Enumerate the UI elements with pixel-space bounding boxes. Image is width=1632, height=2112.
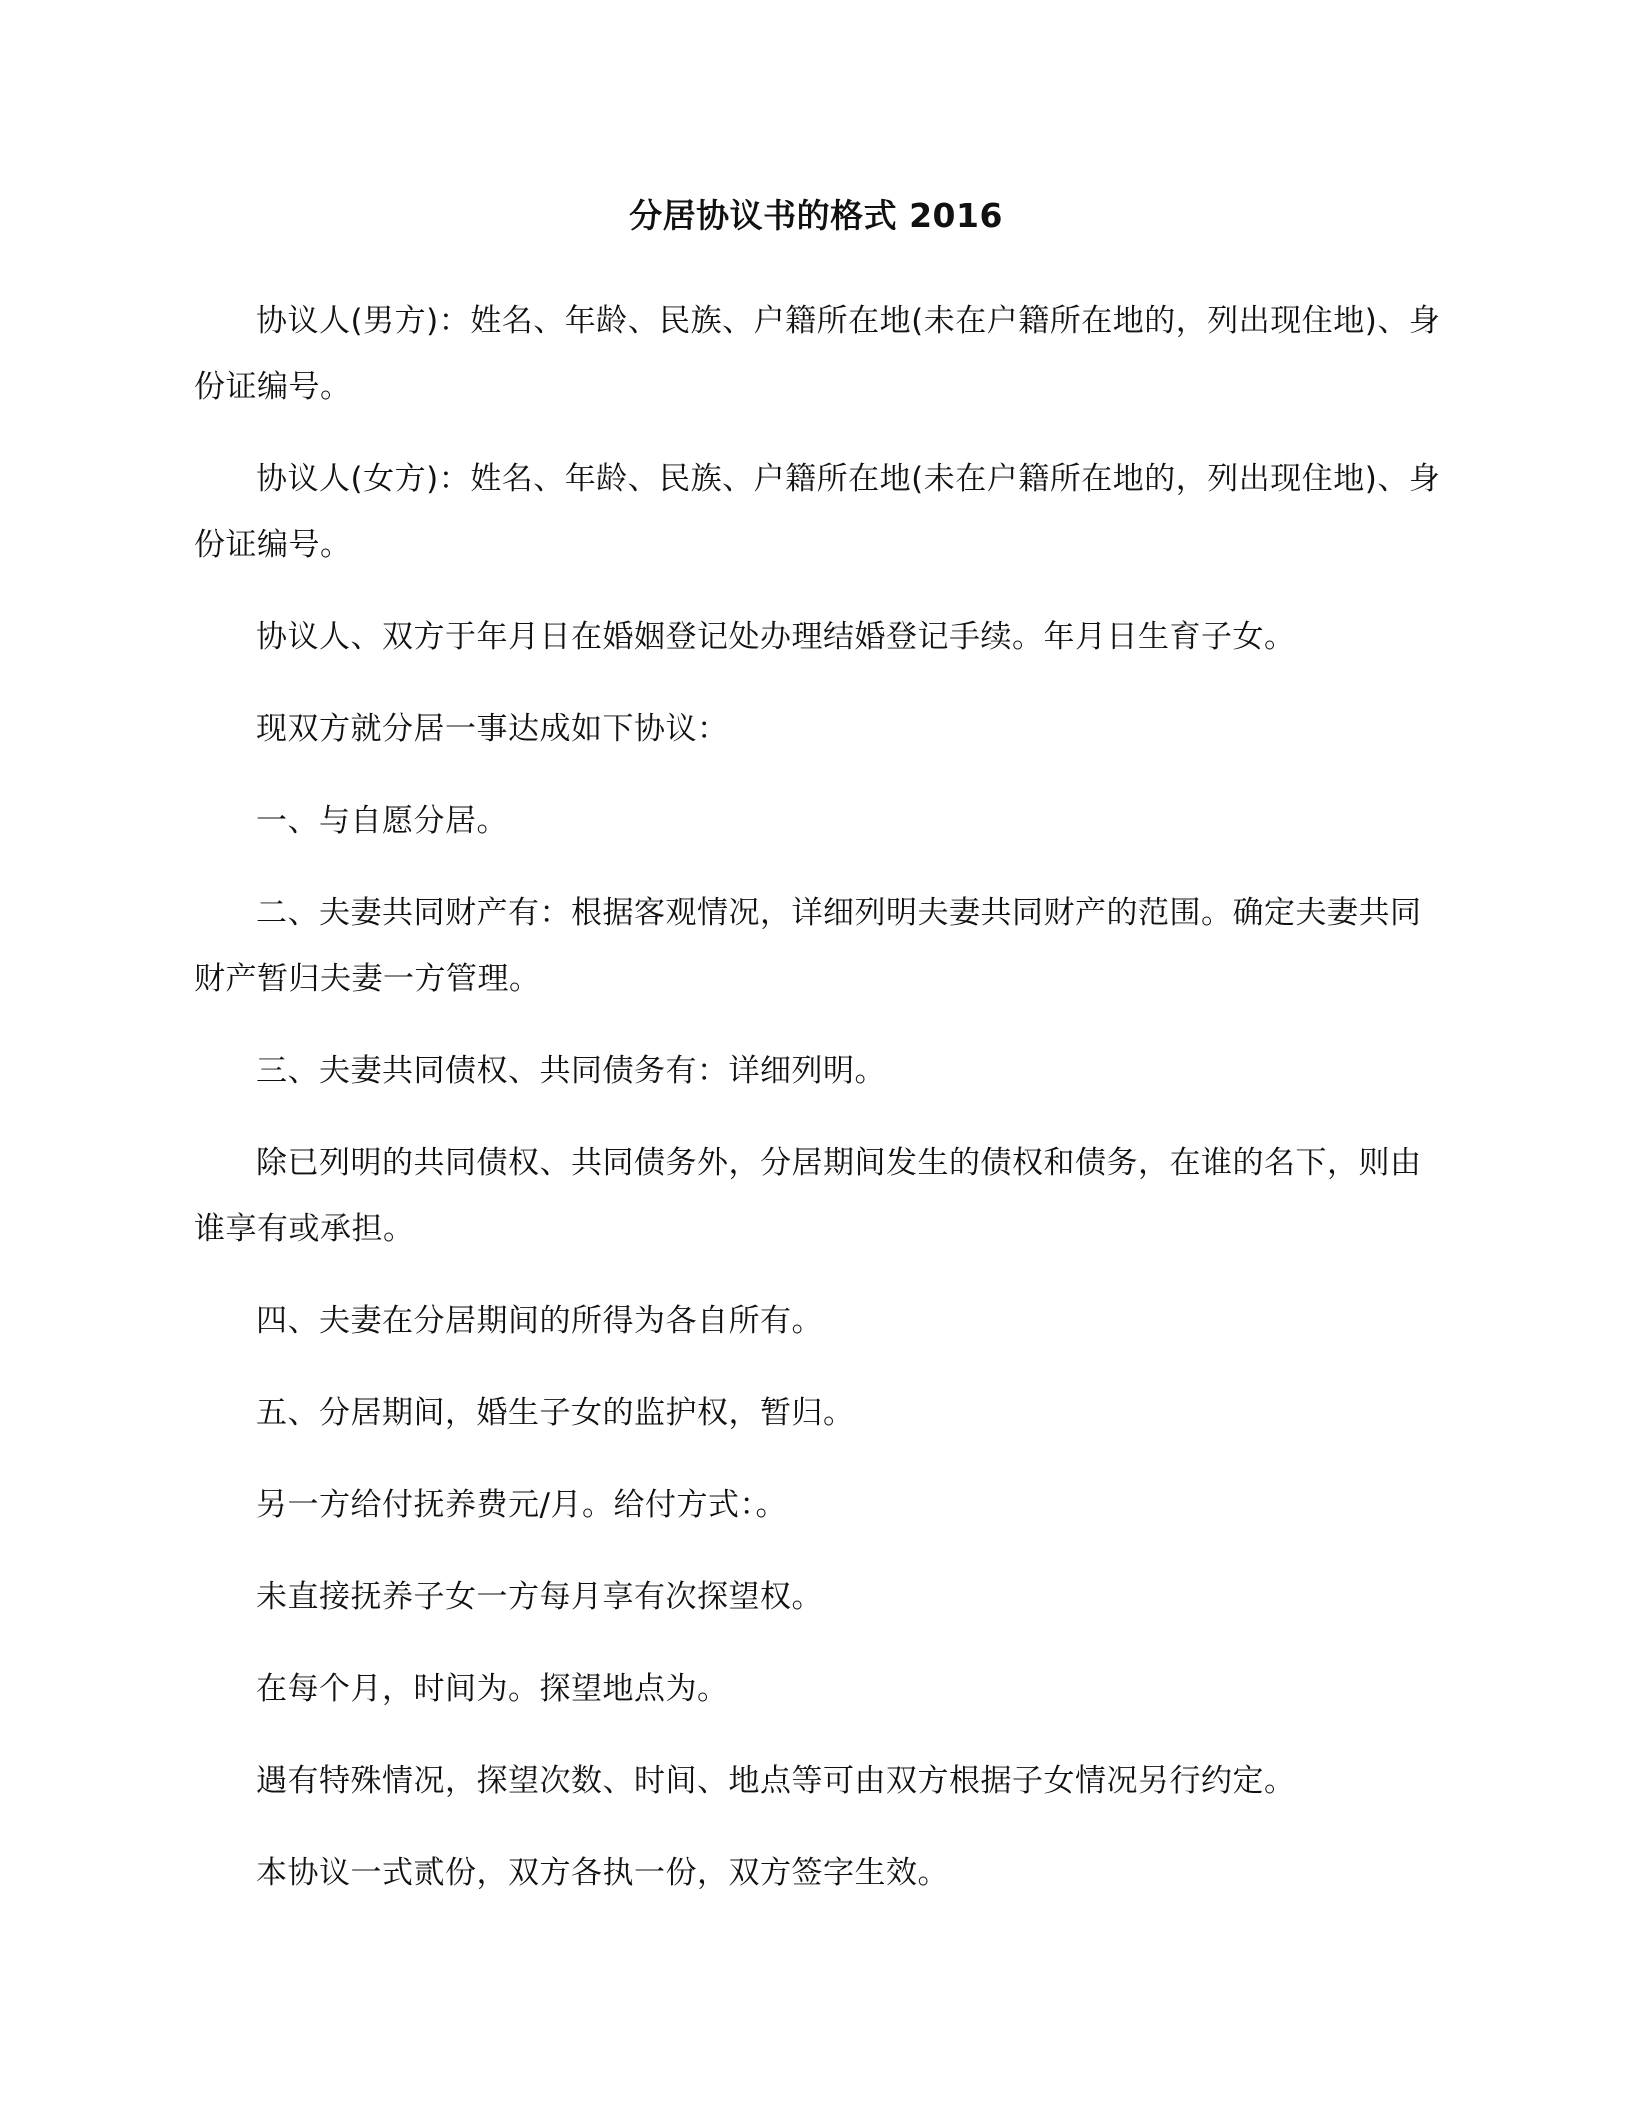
clause-1: 一、与自愿分居。	[256, 803, 508, 839]
clause-4: 四、夫妻在分居期间的所得为各自所有。	[256, 1303, 823, 1339]
clause-2: 二、夫妻共同财产有：根据客观情况，详细列明夫妻共同财产的范围。确定夫妻共同财产暂归夫妻一方管理。	[194, 895, 1422, 997]
paragraph-party-female: 协议人(女方)：姓名、年龄、民族、户籍所在地(未在户籍所在地的，列出现住地)、身份证编号。	[194, 461, 1441, 563]
paragraph-copies: 本协议一式贰份，双方各执一份，双方签字生效。	[256, 1855, 949, 1891]
paragraph-agreement-intro: 现双方就分居一事达成如下协议：	[256, 711, 729, 747]
clause-5-special-cases: 遇有特殊情况，探望次数、时间、地点等可由双方根据子女情况另行约定。	[256, 1763, 1296, 1799]
clause-3-detail: 除已列明的共同债权、共同债务外，分居期间发生的债权和债务，在谁的名下，则由谁享有或承担。	[194, 1145, 1422, 1247]
clause-5-visitation: 未直接抚养子女一方每月享有次探望权。	[256, 1579, 823, 1615]
paragraph-party-male: 协议人(男方)：姓名、年龄、民族、户籍所在地(未在户籍所在地的，列出现住地)、身份证编号。	[194, 303, 1441, 405]
paragraph-marriage-registration: 协议人、双方于年月日在婚姻登记处办理结婚登记手续。年月日生育子女。	[256, 619, 1296, 655]
document-title: 分居协议书的格式 2016	[629, 196, 1003, 235]
clause-5: 五、分居期间，婚生子女的监护权，暂归。	[256, 1395, 855, 1431]
clause-5-visitation-time: 在每个月，时间为。探望地点为。	[256, 1671, 729, 1707]
clause-3: 三、夫妻共同债权、共同债务有：详细列明。	[256, 1053, 886, 1089]
document-body	[194, 288, 1444, 1932]
clause-5-support: 另一方给付抚养费元/月。给付方式：。	[256, 1487, 787, 1523]
